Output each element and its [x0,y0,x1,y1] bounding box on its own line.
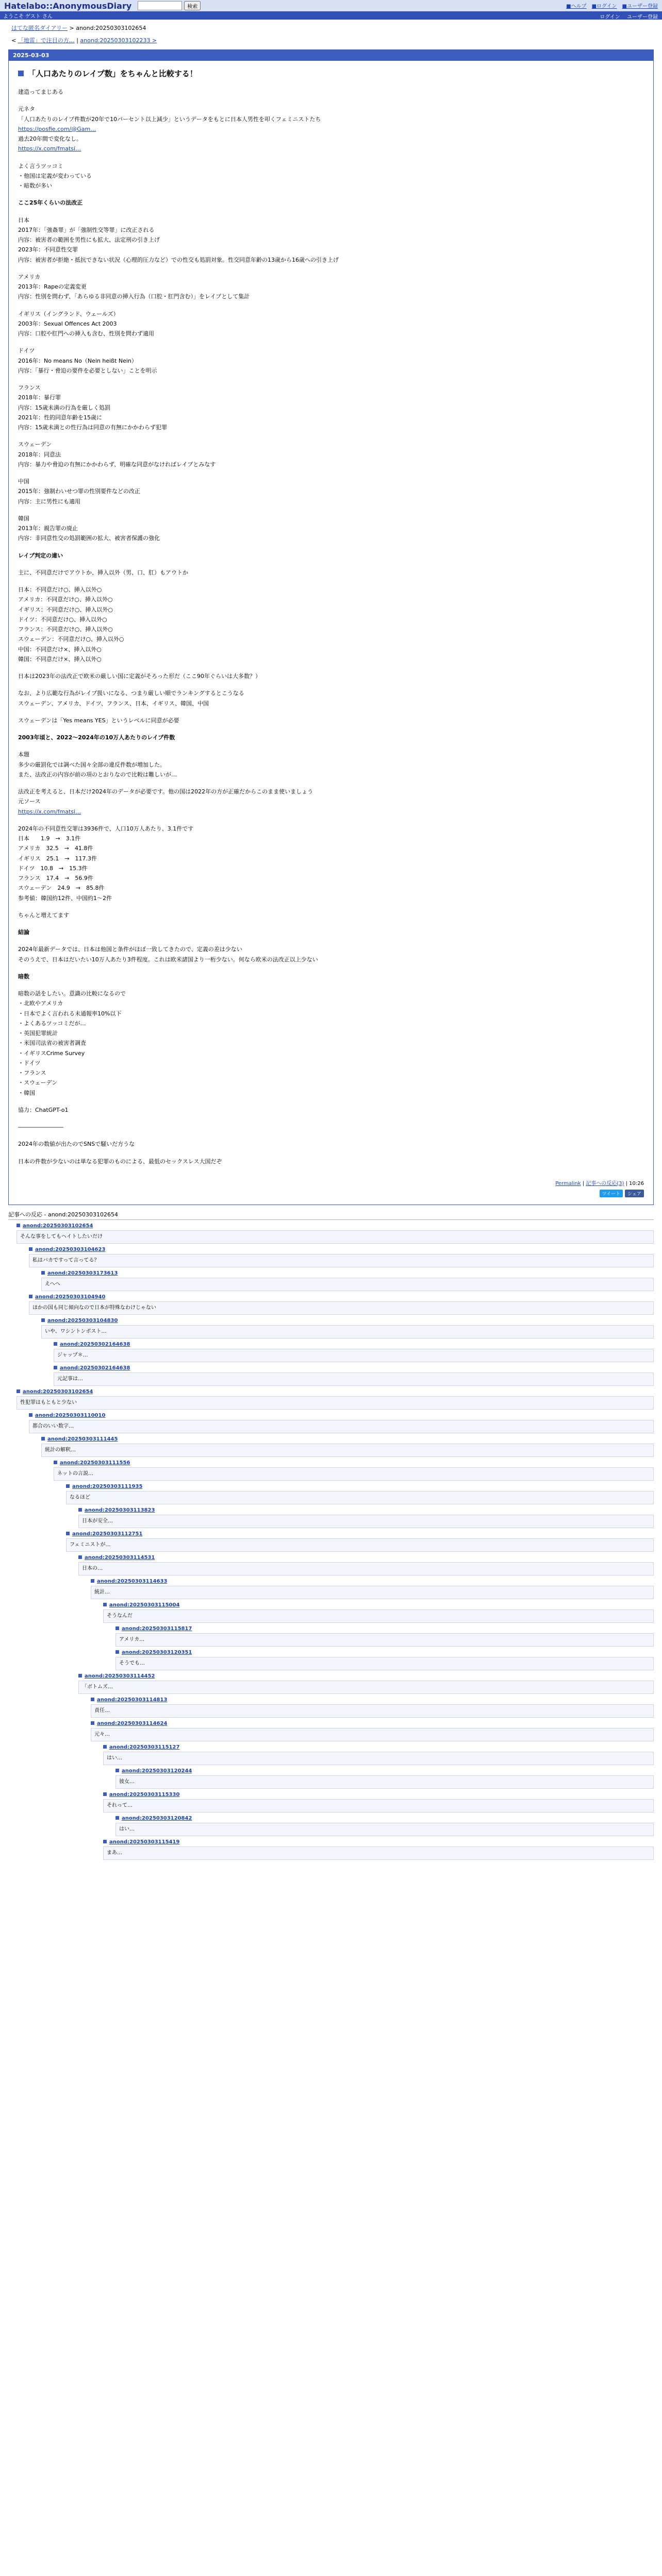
comment-link[interactable]: anond:20250303115419 [109,1839,180,1845]
article-paragraph: 日本の件数が少ないのは単なる犯罪のものによる、最低のセックスレス大国だぞ [18,1158,222,1165]
comment-link[interactable]: anond:20250303173613 [47,1270,118,1276]
comment-text: 元々… [91,1728,654,1741]
comment [54,1460,654,1481]
register-link[interactable]: ■ユーザー登録 [622,4,658,9]
comment-text: 性犯罪はもともと少ない [16,1396,654,1410]
comment-link[interactable]: anond:20250303114531 [85,1554,155,1561]
comment [54,1342,654,1362]
comment-bullet-icon [16,1224,20,1227]
article-paragraph: 暗数の話をしたい。意識の比較になるので ・北欧やアメリカ ・日本でよく言われる未通報率10%以下 ・よくあるツッコミだが… ・英国犯罪統計 ・米国司法省の被害者調査 ・イギリスCrime Survey ・ドイツ ・フランス ・スウェーデン ・韓国 [18,990,126,1096]
comment-link[interactable]: anond:20250303111556 [60,1460,130,1466]
article-paragraph: 2024年最新データでは、日本は他国と条件がほぼ一致してきたので、定義の差は少ない そのうえで、日本はだいたい10万人あたり3件程度。これは欧米諸国より一桁少ない。何なら欧米の法改正以上少ない [18,946,318,963]
comment-bullet-icon [78,1674,82,1677]
comment-bullet-icon [103,1745,107,1749]
welcome-text: ようこそ ゲスト さん [3,13,53,20]
article-paragraph: 韓国 2013年：親告罪の廃止 内容：非同意性交の処罰範囲の拡大、被害者保護の強化 [18,515,160,542]
article-body [18,87,644,1166]
comment-link[interactable]: anond:20250303120842 [122,1815,192,1821]
article-paragraph: 中国 2015年：強制わいせつ罪の性別要件などの改正 内容：主に男性にも適用 [18,478,140,505]
next-link[interactable]: anond:20250303102233 > [80,37,157,44]
comment-text: ほかの国も同じ傾向なので日本が特殊なわけじゃない [29,1301,654,1315]
comment-bullet-icon [66,1484,70,1488]
comment-bullet-icon [16,1389,20,1393]
sub-bar [0,11,662,20]
comments-title: 記事への反応 - anond:20250303102654 [8,1210,654,1220]
article-paragraph: 協力：ChatGPT-o1 [18,1106,69,1113]
comment-bullet-icon [29,1247,32,1251]
comment-link[interactable]: anond:20250303104830 [47,1317,118,1324]
article-paragraph: 本題 多少の厳罰化では調べた国々全部の違反件数が増加した。 また、法改正の内容が前の項のとおりなので比較は難しいが… [18,751,177,778]
date-header: 2025-03-03 [9,50,653,61]
comment-bullet-icon [54,1366,57,1369]
article-paragraph: レイプ判定の違い [18,552,63,559]
search-button[interactable]: 検索 [184,1,201,10]
comment [66,1484,654,1504]
comment-text: 統計の解釈… [41,1444,654,1457]
article-paragraph: 法改正を考えると、日本だけ2024年のデータが必要です。他の国は2022年の方が正確だからこのまま使いましょう 元ソース https://x.com/fmatsi… [18,788,313,815]
comment [41,1436,654,1457]
comment [115,1768,654,1789]
comment [115,1650,654,1670]
comment [115,1626,654,1647]
comment [103,1839,654,1860]
sub-register-link[interactable]: ユーザー登録 [627,14,658,20]
comment-text: 元記事は… [54,1372,654,1386]
comment [41,1318,654,1338]
comment [29,1413,654,1433]
comment-link[interactable]: anond:20250303110010 [35,1412,106,1418]
comment-link[interactable]: anond:20250303114624 [97,1720,168,1726]
comment-bullet-icon [115,1650,119,1654]
comment [41,1270,654,1291]
comment-link[interactable]: anond:20250303120244 [122,1768,192,1774]
post-time: 10:26 [629,1180,644,1187]
comment-link[interactable]: anond:20250302164638 [60,1365,130,1371]
article-paragraph: 2024年の数値が出たのでSNSで騒いだ方うな [18,1141,135,1148]
comment [115,1816,654,1836]
top-links [566,2,658,9]
article-paragraph: 主に、不同意だけでアウトか、挿入以外（男、口、肛）もアウトか [18,569,188,576]
comment-text: 日本が安全… [78,1515,654,1528]
comment-text: フェミニストが… [66,1538,654,1552]
comment-text: そんな事をしてもヘイトしたいだけ [16,1230,654,1244]
article-paragraph: スウェーデン 2018年：同意法 内容：暴力や脅迫の有無にかかわらず、明確な同意がなければレイプとみなす [18,441,216,468]
comments-link[interactable]: 記事への反応(3) [586,1180,624,1187]
comment-link[interactable]: anond:20250303104623 [35,1246,106,1252]
share-buttons [18,1190,644,1197]
comment [78,1673,654,1694]
article-paragraph: 日本は2023年の法改正で欧米の厳しい国に定義がそろった形だ（ここ90年ぐらいは大多数？） [18,673,261,680]
comment-link[interactable]: anond:20250303102654 [23,1388,93,1395]
comment-bullet-icon [115,1816,119,1820]
comment-bullet-icon [41,1318,45,1322]
comment-text: アメリカ… [115,1633,654,1647]
comment-bullet-icon [115,1626,119,1630]
comment-text: そうなんだ [103,1609,654,1623]
comment-text: そうでも… [115,1657,654,1670]
source-link[interactable]: https://x.com/fmatsi… [18,808,81,815]
title-square-icon [18,71,24,76]
comment-text: それって… [103,1799,654,1812]
article-paragraph: よく言うツッコミ ・他国は定義が変わっている ・暗数が多い [18,162,92,189]
article-paragraph: ここ25年くらいの法改正 [18,199,83,207]
comment-bullet-icon [78,1508,82,1512]
article-title[interactable]: 「人口あたりのレイプ数」をちゃんと比較する！ [18,68,644,79]
comment [54,1365,654,1386]
comment-bullet-icon [115,1769,119,1772]
comment [103,1602,654,1623]
comment-text: まあ… [103,1846,654,1860]
article-paragraph: 暗数 [18,973,29,980]
comment [103,1792,654,1812]
site-logo[interactable]: Hatelabo::AnonymousDiary [4,1,132,11]
tweet-button[interactable]: ツイート [600,1190,623,1197]
comment-text: ネットの言説… [54,1467,654,1481]
comment-bullet-icon [91,1698,94,1701]
comment-bullet-icon [103,1792,107,1796]
comment-text: えへへ [41,1278,654,1291]
comment-link[interactable]: anond:20250303112751 [72,1531,143,1537]
comment-bullet-icon [41,1271,45,1275]
article-paragraph: 建造ってまじある [18,89,63,95]
article-paragraph: ―――――――― [18,1124,63,1130]
breadcrumb: はてな匿名ダイアリー > anond:20250303102654 [11,25,146,31]
sub-login-link[interactable]: ログイン [600,14,620,20]
comment-text: 都合のいい数字… [29,1420,654,1433]
permalink[interactable]: Permalink [555,1180,581,1187]
comment-link[interactable]: anond:20250303115817 [122,1625,192,1632]
login-link[interactable]: ■ログイン [591,4,617,9]
comment-text: はい… [115,1823,654,1836]
help-link[interactable]: ■ヘルプ [566,4,587,9]
article-paragraph: 2003年頃と、2022〜2024年の10万人あたりのレイプ件数 [18,734,175,741]
comment-bullet-icon [29,1295,32,1298]
article-paragraph: ドイツ 2016年：No means No（Nein heißt Nein） 内容：「暴行・脅迫の要件を必要としない」ことを明示 [18,347,157,374]
comment-link[interactable]: anond:20250303114452 [85,1673,155,1679]
comment-thread [8,1223,654,1860]
article-paragraph: フランス 2018年：暴行罪 内容：15歳未満の行為を厳しく処罰 2021年：性的同意年齢を15歳に 内容：15歳未満との性行為は同意の有無にかかわらず犯罪 [18,384,167,431]
search-form [138,1,201,10]
comment-text: いや、ワシントンポスト… [41,1325,654,1338]
comment-text: 責任… [91,1704,654,1718]
comment-text: 私はバカですって言ってる？ [29,1254,654,1267]
comment-link[interactable]: anond:20250303114633 [97,1578,168,1584]
comment-link[interactable]: anond:20250302164638 [60,1341,130,1347]
comment-bullet-icon [91,1579,94,1583]
comment-text: はい… [103,1752,654,1765]
article [8,49,654,1205]
comment [78,1555,654,1575]
comment-link[interactable]: anond:20250303115330 [109,1791,180,1798]
comment-text: 日本の… [78,1562,654,1575]
pager: < 「地雷」で注目の方… | anond:20250303102233 > [11,37,157,44]
comment-text: 統計… [91,1586,654,1599]
top-bar [0,0,662,11]
article-paragraph: なお、より広範な行為がレイプ扱いになる、つまり厳しい順でランキングするとこうなる スウェーデン、アメリカ、ドイツ、フランス、日本、イギリス、韓国、中国 [18,690,244,707]
comment-text: ジャップ＊… [54,1349,654,1362]
article-paragraph: 結論 [18,929,29,936]
comment-link[interactable]: anond:20250303111935 [72,1483,143,1489]
comment [91,1721,654,1741]
comment [16,1389,654,1410]
comment-bullet-icon [103,1603,107,1606]
article-paragraph: アメリカ 2013年：Rapeの定義変更 内容：性別を問わず、「あらゆる非同意の挿入行為（口腔・肛門含む）」をレイプとして集計 [18,273,250,300]
comment [103,1744,654,1765]
comment-bullet-icon [29,1413,32,1417]
comment [91,1697,654,1718]
article-paragraph: 日本 2017年：「強姦罪」が「強制性交等罪」に改正される 内容：被害者の範囲を男性にも拡大、法定刑の引き上げ 2023年：不同意性交罪 内容：被害者が拒絶・抵抗できない状況（心理的圧力など）での性交も処罰対象。性交同意年齢の13歳から16歳への引き上げ [18,216,339,263]
comment-bullet-icon [54,1461,57,1464]
comment-link[interactable]: anond:20250303120351 [122,1649,192,1655]
comment-bullet-icon [103,1840,107,1843]
source-link[interactable]: https://x.com/fmatsi… [18,145,81,152]
article-paragraph: スウェーデンは「Yes means YES」というレベルに同意が必要 [18,717,179,724]
comment-text: なるほど [66,1491,654,1504]
comment-bullet-icon [54,1342,57,1346]
source-link[interactable]: https://posfie.com/@Gam… [18,125,96,132]
prev-link[interactable]: 「地雷」で注目の方… [18,37,75,44]
comment-bullet-icon [91,1721,94,1725]
comment-bullet-icon [78,1555,82,1559]
article-footer: Permalink | 記事への反応(3) | 10:26 [555,1180,644,1187]
comment-bullet-icon [41,1437,45,1440]
comment-link[interactable]: anond:20250303104940 [35,1294,106,1300]
comment [16,1223,654,1244]
article-paragraph: 元ネタ 「人口あたりのレイプ件数が20年で10パーセント以上減少」というデータをもとに日本人男性を叩くフェミニストたち https://posfie.com/@Gam… 過去20年間で変化なし。 https://x.com/fmatsi… [18,106,321,152]
comment-link[interactable]: anond:20250303102654 [23,1223,93,1229]
breadcrumb-current: anond:20250303102654 [76,25,146,31]
comment-bullet-icon [66,1532,70,1535]
comment [29,1294,654,1315]
comment [78,1507,654,1528]
article-paragraph: 2024年の不同意性交罪は3936件で、人口10万人あたり、3.1件です 日本 1.9 → 3.1件 アメリカ 32.5 → 41.8件 イギリス 25.1 → 117.3件 ドイツ 10.8 → 15.3件 フランス 17.4 → 56.9件 スウェーデン 24.9 → 85.8件 参考値：韓国約12件、中国約1〜2件 [18,825,194,902]
comment [91,1579,654,1599]
comment-link[interactable]: anond:20250303111445 [47,1436,118,1442]
comment-link[interactable]: anond:20250303115004 [109,1602,180,1608]
comment-link[interactable]: anond:20250303115127 [109,1744,180,1750]
comment-link[interactable]: anond:20250303113823 [85,1507,155,1513]
facebook-share-button[interactable]: シェア [625,1190,644,1197]
article-paragraph: イギリス（イングランド、ウェールズ） 2003年：Sexual Offences Act 2003 内容：口腔や肛門への挿入も含む、性別を問わず適用 [18,310,154,337]
comment-text: 彼女… [115,1775,654,1789]
comment-text: 「ボトムズ… [78,1681,654,1694]
search-input[interactable] [138,1,182,10]
comment-link[interactable]: anond:20250303114813 [97,1697,168,1703]
breadcrumb-home[interactable]: はてな匿名ダイアリー [11,25,68,31]
comment [29,1247,654,1267]
article-paragraph: 日本：不同意だけ○、挿入以外○ アメリカ：不同意だけ○、挿入以外○ イギリス：不同意だけ○、挿入以外○ ドイツ：不同意だけ○、挿入以外○ フランス：不同意だけ○、挿入以外○ スウェーデン：不同意だけ○、挿入以外○ 中国：不同意だけ×、挿入以外○ 韓国：不同意だけ×、挿入以外○ [18,586,124,663]
article-paragraph: ちゃんと増えてます [18,911,69,919]
comment [66,1531,654,1552]
